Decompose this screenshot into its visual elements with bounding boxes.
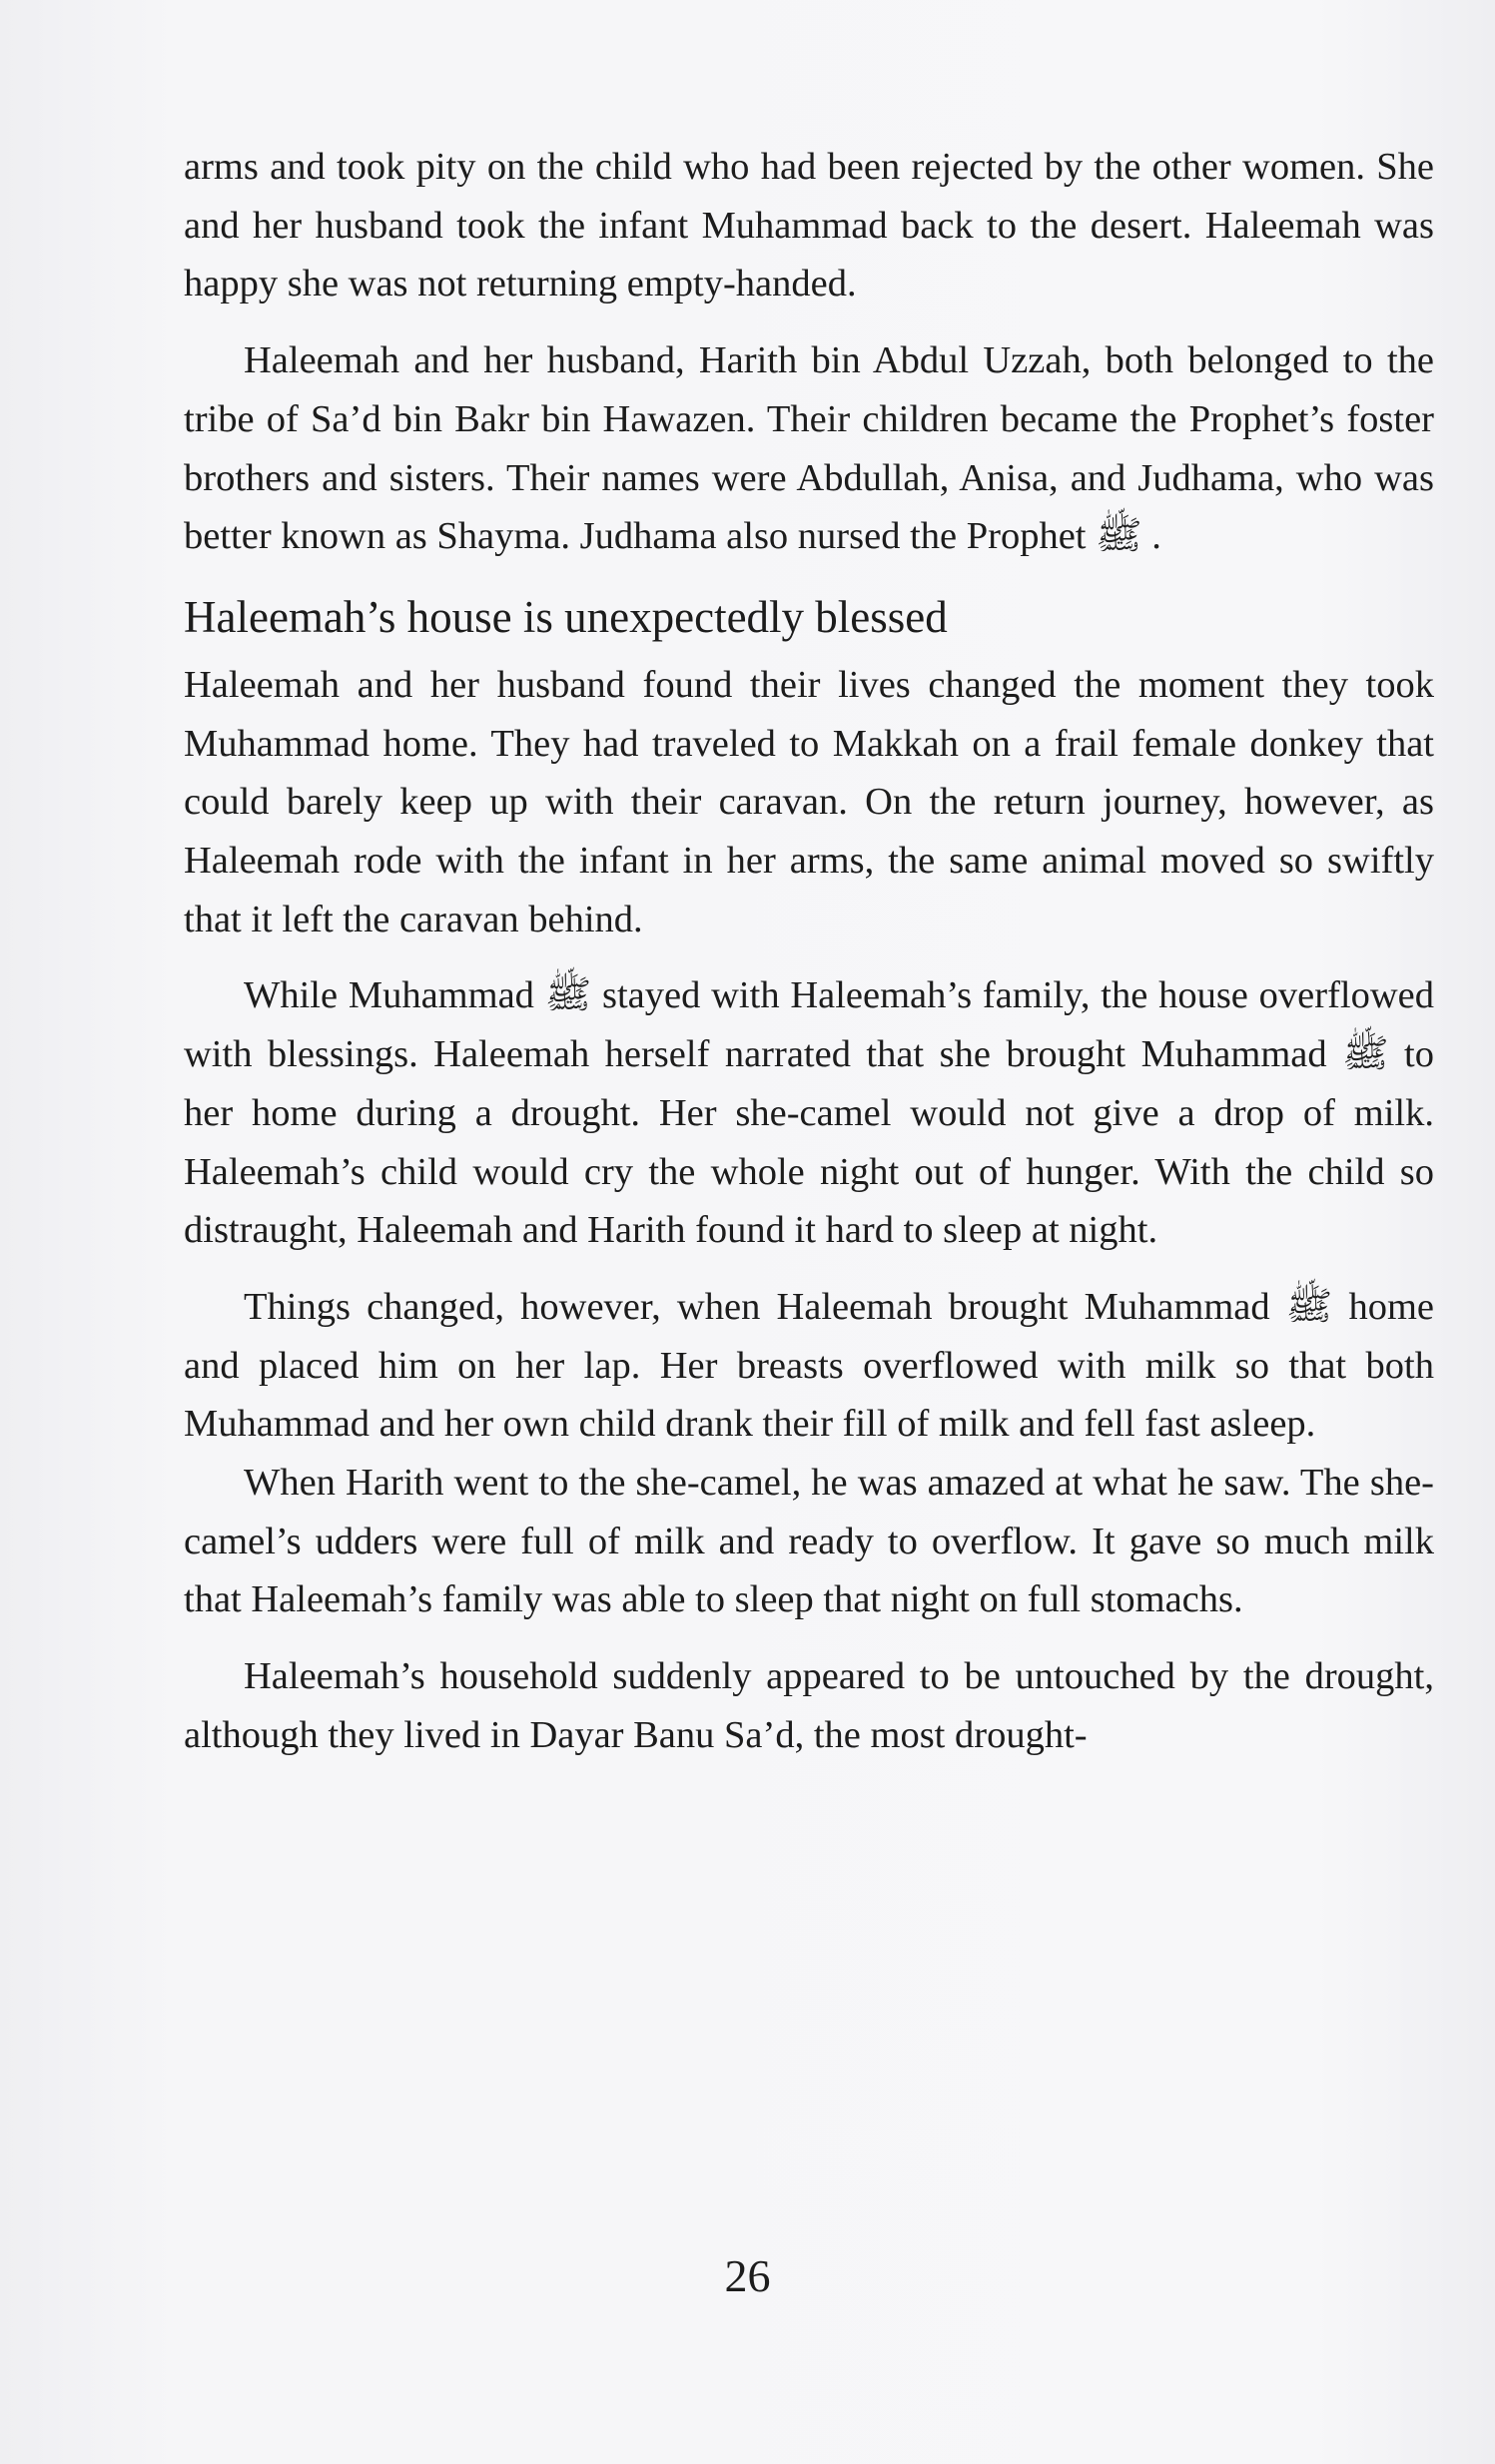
paragraph-4: While Muhammad ﷺ stayed with Haleemah’s family, the house overflowed with blessings. Haleemah herself narrated that she brought Muhammad ﷺ to her home during a drought. Her she-camel would not give a drop of milk. Haleemah’s child would cry the whole night out of hunger. With the child so distraught, Haleemah and Harith found it hard to sleep at night. — [184, 974, 1434, 1252]
page-number: 26 — [724, 2250, 771, 2301]
paragraph-5: Things changed, however, when Haleemah brought Muhammad ﷺ home and placed him on her lap. Her breasts overflowed with milk so that both Muhammad and her own child drank their fill of milk and fell fast asleep. — [184, 1285, 1434, 1446]
paragraph-2: Haleemah and her husband, Harith bin Abdul Uzzah, both belonged to the tribe of Sa’d bin Bakr bin Hawazen. Their children became the Prophet’s foster brothers and sisters. Their names were Abdullah, Anisa, and Judhama, who was better known as Shayma. Judhama also nursed the Prophet ﷺ . — [184, 339, 1434, 558]
paragraph-6: When Harith went to the she-camel, he was amazed at what he saw. The she-camel’s udders were full of milk and ready to overflow. It gave so much milk that Haleemah’s family was able to sleep that night on full stomachs. — [184, 1462, 1434, 1621]
page-body — [184, 138, 1434, 1765]
paragraph-7: Haleemah’s household suddenly appeared to be untouched by the drought, although they lived in Dayar Banu Sa’d, the most drought- — [184, 1655, 1434, 1756]
section-heading: Haleemah’s house is unexpectedly blessed — [184, 591, 948, 642]
paragraph-1: arms and took pity on the child who had been rejected by the other women. She and her husband took the infant Muhammad back to the desert. Haleemah was happy she was not returning empty-handed. — [184, 146, 1434, 306]
paragraph-3: Haleemah and her husband found their lives changed the moment they took Muhammad home. They had traveled to Makkah on a frail female donkey that could barely keep up with their caravan. On the return journey, however, as Haleemah rode with the infant in her arms, the same animal moved so swiftly that it left the caravan behind. — [184, 663, 1434, 940]
